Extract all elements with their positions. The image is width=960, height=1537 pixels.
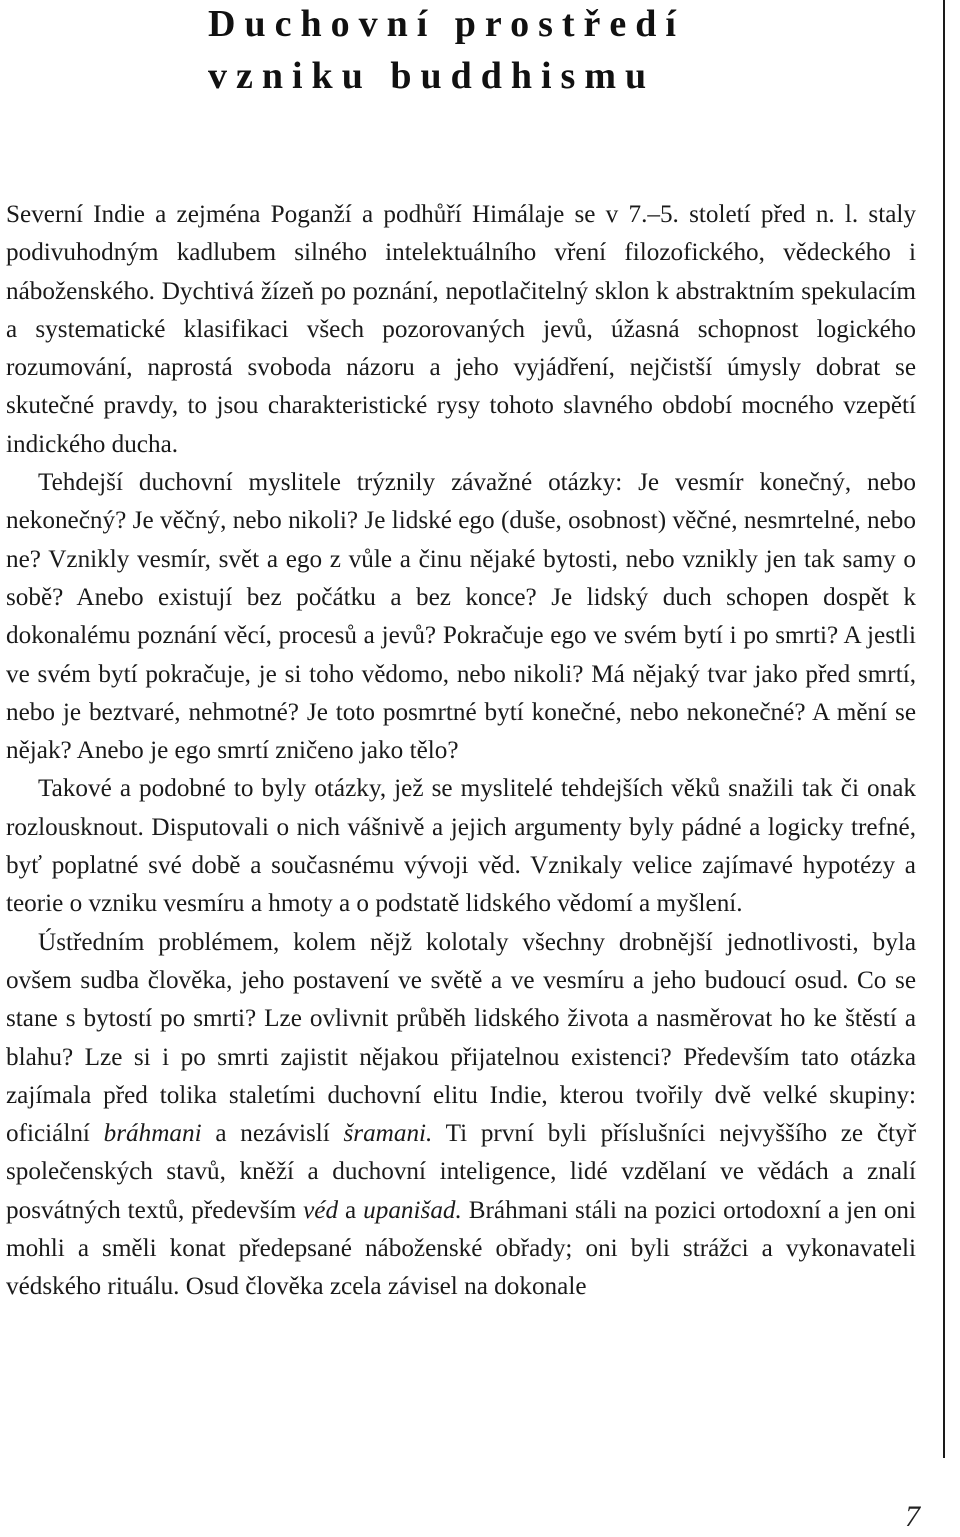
page-edge-rule <box>943 0 945 1458</box>
paragraph-4 <box>6 924 916 1307</box>
chapter-title-line-1: Duchovní prostředí <box>208 3 685 45</box>
paragraph-4-text-1: Ústředním problémem, kolem nějž kolotaly všechny drobnější jednotlivosti, byla ovšem sudba člověka, jeho postavení ve světě a ve vesmíru a jeho budoucí osud. Co se stane s bytostí po smrti? Lze ovlivnit průběh lidského života a nasměrovat ho ke štěstí a blahu? Lze si i po smrti zajistit nějakou přijatelnou existenci? Především tato otázka zajímala před tolika staletími duchovní elitu Indie, kterou tvořily dvě velké skupiny: oficiální <box>6 928 916 1148</box>
term-sramani: šramani. <box>343 1120 433 1148</box>
paragraph-1: Severní Indie a zejména Poganží a podhůří Himálaje se v 7.–5. století před n. l. staly podivuhodným kadlubem silného intelektuálního vření filozofického, vědeckého i náboženského. Dychtivá žízeň po poznání, nepotlačitelný sklon k abstraktním spekulacím a systematické klasifikaci všech pozorovaných jevů, úžasná schopnost logického rozumování, naprostá svoboda názoru a jeho vyjádření, nejčistší úmysly dobrat se skutečné pravdy, to jsou charakteristické rysy tohoto slavného období mocného vzepětí indického ducha. <box>6 201 916 458</box>
body-text <box>6 196 916 1307</box>
paragraph-4-text-3: Ti první byli příslušníci nejvyššího ze čtyř společenských stavů, kněží a duchovní inteligence, lidé vzdělaní ve vědách a znalí posvátných textů, především <box>6 1120 916 1224</box>
paragraph-4-text-5: Bráhmani stáli na pozici ortodoxní a jen oni mohli a směli konat předepsané náboženské obřady; oni byli strážci a vykonavateli védského rituálu. Osud člověka zcela závisel na dokonale <box>6 1196 916 1301</box>
paragraph-4-text-2: a nezávislí <box>201 1120 330 1148</box>
paragraph-3: Takové a podobné to byly otázky, jež se myslitelé tehdejších věků snažili tak či onak rozlousknout. Disputovali o nich vášnivě a jejich argumenty byly pádné a logicky trefné, byť poplatné své době a současnému vývoji věd. Vznikaly velice zajímavé hypotézy a teorie o vzniku vesmíru a hmoty a o podstatě lidského vědomí a myšlení. <box>6 775 916 918</box>
term-ved: véd <box>303 1196 339 1224</box>
term-brahmani: bráhmani <box>103 1120 202 1148</box>
paragraph-2: Tehdejší duchovní myslitele trýznily závažné otázky: Je vesmír konečný, nebo nekonečný? Je věčný, nebo nikoli? Je lidské ego (duše, osobnost) věčné, nesmrtelné, nebo ne? Vznikly vesmír, svět a ego z vůle a činu nějaké bytosti, nebo vznikly jen tak samy o sobě? Anebo existují bez počátku a bez konce? Je lidský duch schopen dospět k dokonalému poznání věcí, procesů a jevů? Pokračuje ego ve svém bytí i po smrti? A jestli ve svém bytí pokračuje, je si toho vědomo, nebo nikoli? Má nějaký tvar jako před smrtí, nebo je beztvaré, nehmotné? Je toto posmrtné bytí konečné, nebo nekonečné? A mění se nějak? Anebo je ego smrtí zničeno jako tělo? <box>6 469 916 765</box>
paragraph-4-text-4: a <box>338 1196 357 1224</box>
page-number: 7 <box>905 1500 920 1533</box>
chapter-title-line-2: vzniku buddhismu <box>208 55 656 97</box>
term-upanisad: upanišad. <box>363 1196 462 1224</box>
